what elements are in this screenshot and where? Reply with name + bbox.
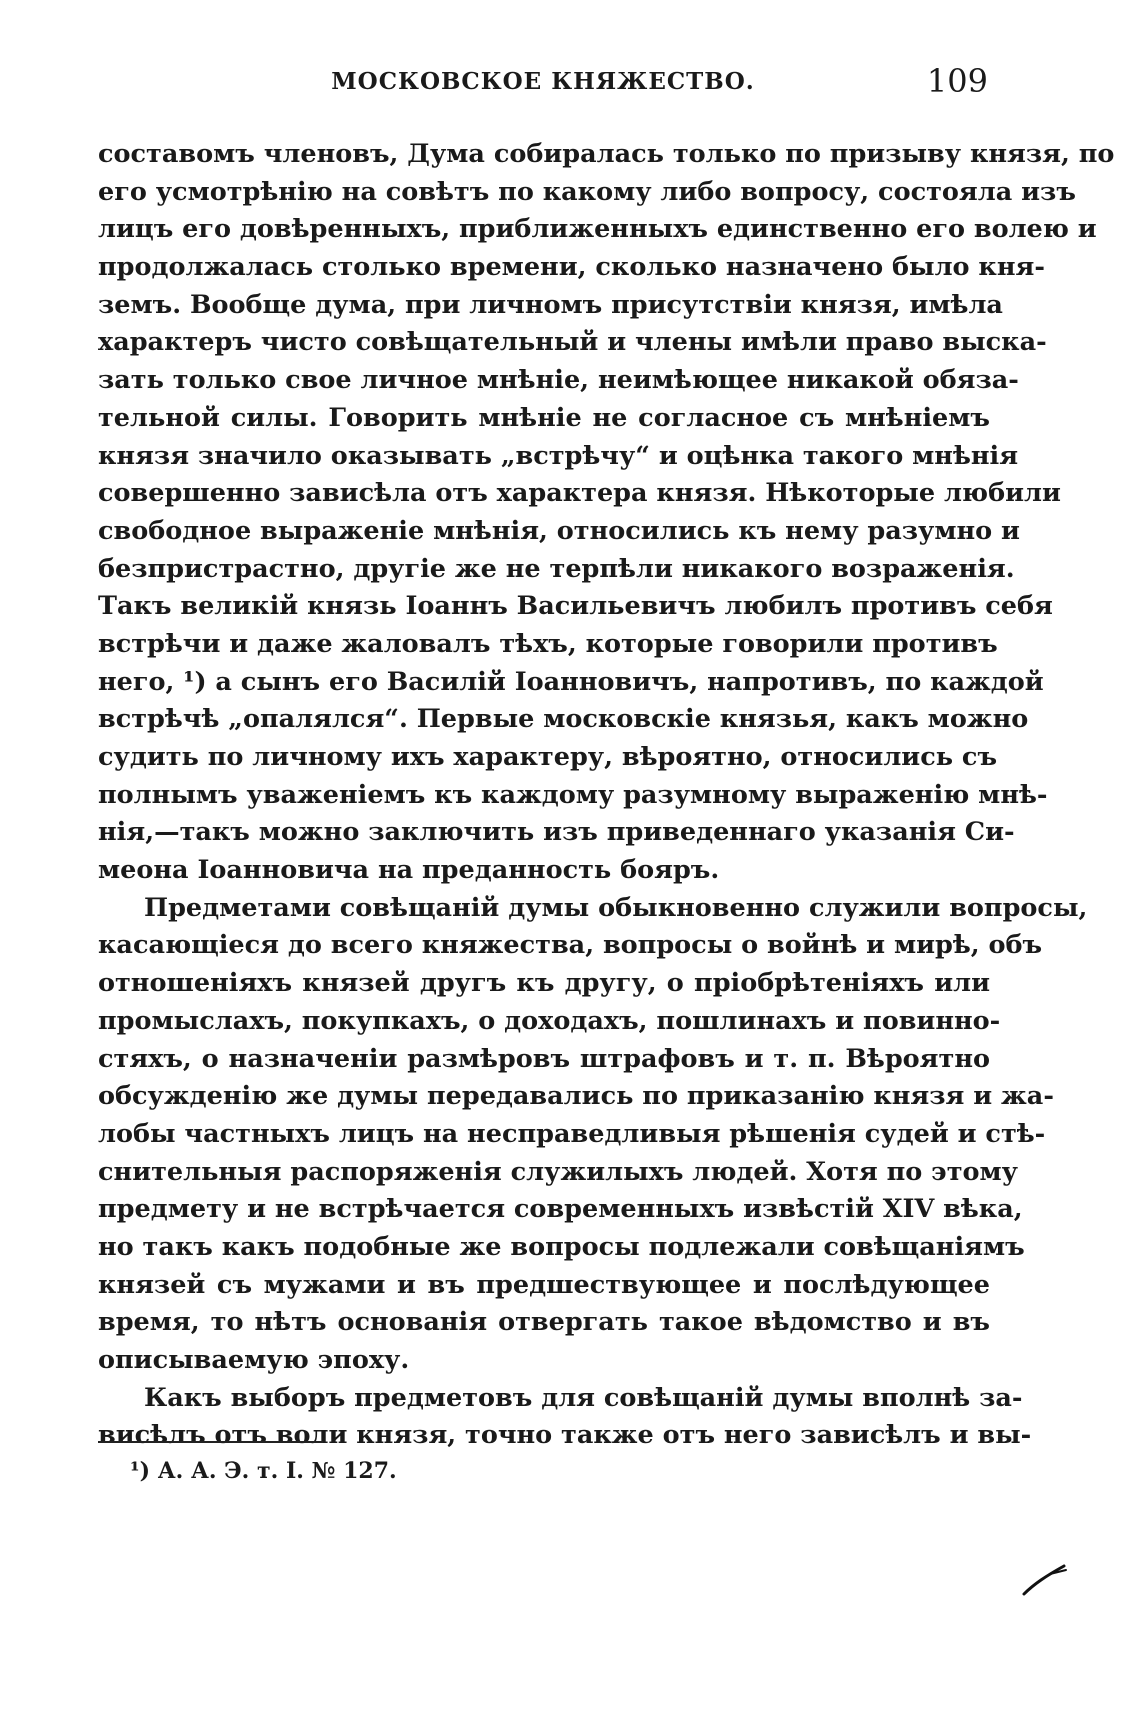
text-line: его усмотрѣнію на совѣтъ по какому либо вопросу, состояла изъ [98, 176, 1076, 207]
text-line: князя значило оказывать „встрѣчу“ и оцѣнка такого мнѣнія [98, 440, 1019, 471]
running-title: МОСКОВСКОЕ КНЯЖЕСТВО. [331, 68, 755, 95]
text-line: судить по личному ихъ характеру, вѣроятно, относились съ [98, 742, 998, 772]
text-line: полнымъ уваженіемъ къ каждому разумному выраженію мнѣ- [98, 779, 1048, 810]
text-line: свободное выраженіе мнѣнія, относились къ нему разумно и [98, 515, 1020, 546]
text-line: зать только свое личное мнѣніе, неимѣющее никакой обяза- [98, 365, 1019, 396]
text-line: лицъ его довѣренныхъ, приближенныхъ единственно его волею и [98, 214, 1097, 245]
text-line: снительныя распоряженія служилыхъ людей. Хотя по этому [98, 1156, 1018, 1187]
text-line: время, то нѣтъ основанія отвергать такое вѣдомство и въ [98, 1307, 990, 1338]
body-text [98, 136, 1115, 1455]
text-line: обсужденію же думы передавались по приказанію князя и жа- [98, 1081, 1054, 1112]
text-line: князей съ мужами и въ предшествующее и послѣдующее [98, 1269, 990, 1300]
text-line: меона Іоанновича на преданность бояръ. [98, 855, 720, 886]
text-line: Предметами совѣщаній думы обыкновенно служили вопросы, [144, 892, 1088, 923]
footnote-rule [98, 1441, 323, 1443]
footnote: ¹) А. А. Э. т. I. № 127. [130, 1458, 397, 1484]
text-line: описываемую эпоху. [98, 1345, 410, 1375]
text-line: стяхъ, о назначеніи размѣровъ штрафовъ и т. п. Вѣроятно [98, 1043, 990, 1074]
text-line: безпристрастно, другіе же не терпѣли никакого возраженія. [98, 553, 1015, 584]
text-line: лобы частныхъ лицъ на несправедливыя рѣшенія судей и стѣ- [98, 1118, 1046, 1149]
text-line: совершенно зависѣла отъ характера князя. Нѣкоторые любили [98, 478, 1061, 509]
text-line: тельной силы. Говорить мнѣніе не согласное съ мнѣніемъ [98, 402, 990, 433]
pen-stroke-icon [1020, 1560, 1070, 1604]
text-line: него, ¹) а сынъ его Василій Іоанновичъ, напротивъ, по каждой [98, 666, 1044, 697]
text-line: продолжалась столько времени, сколько назначено было кня- [98, 252, 1045, 283]
text-line: земъ. Вообще дума, при личномъ присутствіи князя, имѣла [98, 289, 1003, 320]
text-line: висѣлъ отъ воли князя, точно также отъ него зависѣлъ и вы- [98, 1420, 1032, 1451]
text-line: характеръ чисто совѣщательный и члены имѣли право выска- [98, 327, 1047, 358]
running-head [98, 62, 988, 102]
text-line: встрѣчѣ „опалялся“. Первые московскіе князья, какъ можно [98, 704, 1029, 735]
text-line: отношеніяхъ князей другъ къ другу, о пріобрѣтеніяхъ или [98, 968, 990, 999]
text-line: составомъ членовъ, Дума собиралась только по призыву князя, по [98, 139, 1115, 169]
text-line: предмету и не встрѣчается современныхъ извѣстій XIV вѣка, [98, 1194, 1023, 1225]
text-line: касающіеся до всего княжества, вопросы о войнѣ и мирѣ, объ [98, 930, 1043, 961]
text-line: нія,—такъ можно заключить изъ приведеннаго указанія Си- [98, 817, 1015, 848]
text-line: Такъ великій князь Іоаннъ Васильевичъ любилъ противъ себя [98, 591, 1053, 622]
text-line: встрѣчи и даже жаловалъ тѣхъ, которые говорили противъ [98, 628, 998, 659]
text-line: Какъ выборъ предметовъ для совѣщаній думы вполнѣ за- [144, 1382, 1023, 1413]
page-number: 109 [926, 62, 988, 100]
text-line: промыслахъ, покупкахъ, о доходахъ, пошлинахъ и повинно- [98, 1005, 1001, 1036]
text-line: но такъ какъ подобные же вопросы подлежали совѣщаніямъ [98, 1231, 1025, 1262]
